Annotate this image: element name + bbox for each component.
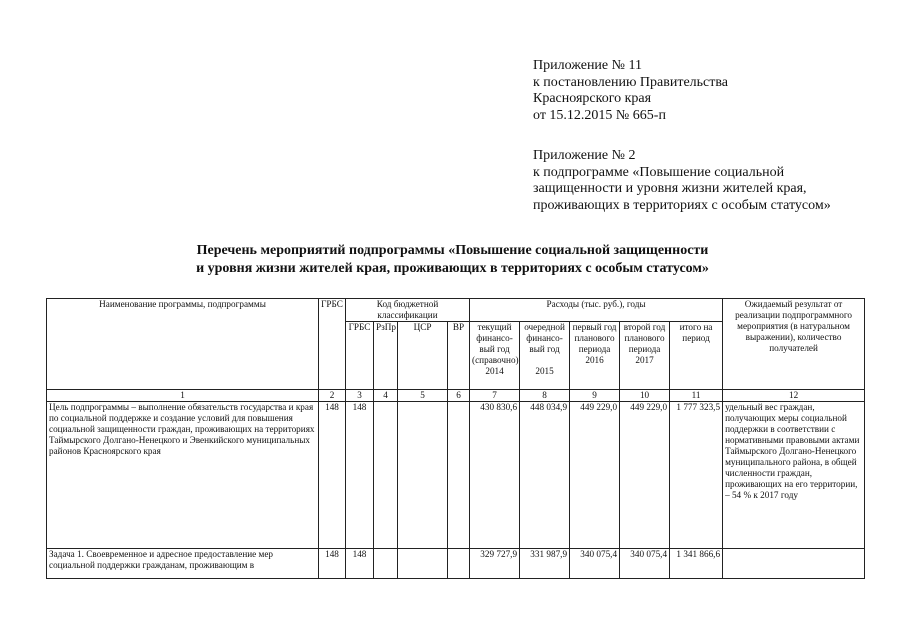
header-year-2017	[620, 322, 670, 390]
year-label: текущий финансо-вый год (справочно)	[472, 322, 519, 365]
header-year-2016	[570, 322, 620, 390]
year-value: 2016	[585, 355, 604, 365]
row-grbs: 148	[319, 402, 346, 549]
row-expense-2015: 448 034,9	[520, 402, 570, 549]
appendix-2-line: проживающих в территориях с особым статусом»	[533, 197, 831, 213]
header-budget-code: Код бюджетной классификации	[346, 299, 470, 322]
row-csr	[398, 549, 448, 579]
row-grbs: 148	[319, 549, 346, 579]
header-sub-csr: ЦСР	[398, 322, 448, 390]
row-expense-2014: 329 727,9	[470, 549, 520, 579]
column-number: 5	[398, 390, 448, 402]
row-vr	[448, 549, 470, 579]
year-value: 2015	[535, 366, 554, 376]
header-name: Наименование программы, подпрограммы	[47, 299, 319, 390]
table-row	[47, 549, 865, 579]
column-number: 4	[374, 390, 398, 402]
row-vr	[448, 402, 470, 549]
row-csr	[398, 402, 448, 549]
column-number: 12	[723, 390, 865, 402]
appendix-11-line: от 15.12.2015 № 665-п	[533, 107, 666, 123]
title-line: и уровня жизни жителей края, проживающих в территориях с особым статусом»	[196, 260, 709, 276]
year-label: первый год планового периода	[572, 322, 617, 354]
column-number: 3	[346, 390, 374, 402]
document-title	[0, 242, 905, 277]
row-grbs-code: 148	[346, 402, 374, 549]
row-expense-2015: 331 987,9	[520, 549, 570, 579]
header-expenses: Расходы (тыс. руб.), годы	[470, 299, 723, 322]
header-grbs: ГРБС	[319, 299, 346, 390]
row-expected-result: удельный вес граждан, получающих меры социальной поддержки в соответствии с нормативными правовыми актами Таймырского Долгано-Ненецкого муниципального района, в общей численности граждан, проживающих на его территории, – 54 % к 2017 году	[723, 402, 865, 549]
row-rzpr	[374, 402, 398, 549]
header-year-2014	[470, 322, 520, 390]
header-total: итого на период	[670, 322, 723, 390]
column-number: 10	[620, 390, 670, 402]
header-expected-result: Ожидаемый результат от реализации подпрограммного мероприятия (в натуральном выражении), количество получателей	[723, 299, 865, 390]
column-number: 11	[670, 390, 723, 402]
column-number: 9	[570, 390, 620, 402]
appendix-11-line: к постановлению Правительства	[533, 74, 729, 90]
row-grbs-code: 148	[346, 549, 374, 579]
appendix-11-line: Красноярского края	[533, 91, 652, 106]
year-value: 2017	[635, 355, 654, 365]
header-sub-rzpr: РзПр	[374, 322, 398, 390]
appendix-2-block	[533, 148, 893, 214]
column-number-row	[47, 390, 865, 402]
row-rzpr	[374, 549, 398, 579]
header-sub-grbs: ГРБС	[346, 322, 374, 390]
appendix-11-block	[533, 58, 893, 124]
column-number: 7	[470, 390, 520, 402]
table-row	[47, 402, 865, 549]
row-name: Задача 1. Своевременное и адресное предоставление мер социальной поддержки гражданам, проживающим в	[47, 549, 319, 579]
row-expense-total: 1 341 866,6	[670, 549, 723, 579]
row-expense-2016: 340 075,4	[570, 549, 620, 579]
title-line: Перечень мероприятий подпрограммы «Повышение социальной защищенности	[196, 243, 709, 258]
appendix-2-line: Приложение № 2	[533, 148, 636, 163]
row-expense-2016: 449 229,0	[570, 402, 620, 549]
row-expense-2014: 430 830,6	[470, 402, 520, 549]
header-sub-vr: ВР	[448, 322, 470, 390]
column-number: 6	[448, 390, 470, 402]
measures-table	[46, 298, 865, 579]
column-number: 2	[319, 390, 346, 402]
appendix-11-line: Приложение № 11	[533, 58, 642, 73]
year-value: 2014	[485, 366, 504, 376]
header-year-2015	[520, 322, 570, 390]
year-label: очередной финансо-вый год	[524, 322, 565, 354]
column-number: 1	[47, 390, 319, 402]
row-expense-2017: 340 075,4	[620, 549, 670, 579]
appendix-2-line: к подпрограмме «Повышение социальной	[533, 164, 785, 180]
row-expected-result	[723, 549, 865, 579]
column-number: 8	[520, 390, 570, 402]
year-label: второй год планового периода	[623, 322, 666, 354]
appendix-2-line: защищенности и уровня жизни жителей края,	[533, 181, 807, 196]
row-expense-2017: 449 229,0	[620, 402, 670, 549]
row-expense-total: 1 777 323,5	[670, 402, 723, 549]
row-name: Цель подпрограммы – выполнение обязательств государства и края по социальной поддержке и создание условий для повышения социальной защищенности граждан, проживающих на территориях Таймырского Долгано-Ненецкого и Эвенкийского муниципальных районов Красноярского края	[47, 402, 319, 549]
